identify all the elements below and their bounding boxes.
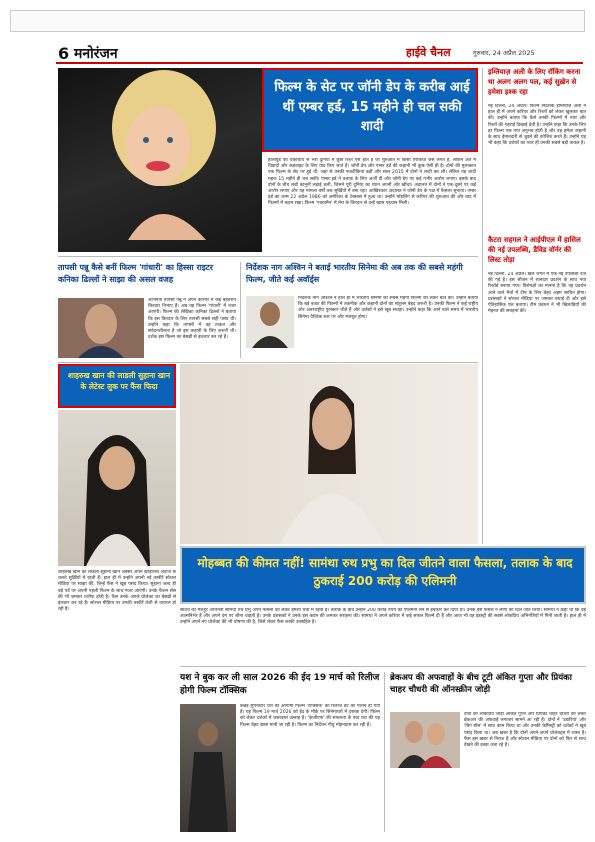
samantha-headline-box: [180, 546, 586, 604]
side-top-body: नई दिल्ली, 24 अप्रैल। फिल्म निर्देशक इम्तियाज़ अली ने हाल ही में अपने करियर और रिश्तों को लेकर खुलकर बात की। उन्होंने बताया कि कैसे उनकी फिल्मों में प्यार और रिश्तों की गहराई दिखाई देती है। उन्होंने कहा कि उनके लिए हर फिल्म एक नया अनुभव होती है और वह हमेशा कहानी के साथ ईमानदारी से जुड़ने की कोशिश करते हैं। उन्होंने यह भी कहा कि दर्शकों का प्यार ही उनकी सबसे बड़ी ताकत है।: [488, 104, 586, 147]
page-header: [0, 42, 595, 64]
brand-logo: हाईवे चैनल: [406, 46, 451, 59]
row-divider-2: [58, 362, 478, 363]
side-top-headline: इम्तियाज़ अली के लिए रॉकिंग करना था अलग अलग पल, कई सुख़ेन से हमेशा इश्क रहा: [488, 68, 581, 96]
right-divider: [482, 68, 483, 544]
lead-headline-box: [262, 68, 478, 152]
samantha-photo: [180, 364, 478, 544]
page-number: 6: [58, 44, 70, 63]
couple-photo: [390, 712, 460, 768]
issue-date: गुरुवार, 24 अप्रैल 2025: [473, 49, 535, 57]
breakup-headline: ब्रेकअप की अफवाहों के बीच टूटी अंकित गुप्ता और प्रियंका चाहर चौधरी की ऑनस्क्रीन जोड़ी: [390, 673, 572, 696]
tapsee-photo: [58, 298, 144, 358]
shahrukh-headline: शाहरुख खान की लाडली सुहाना खान के लेटेस्ट लुक पर फैंस फिदा: [67, 371, 171, 392]
top-bar: [10, 10, 585, 32]
samantha-headline: मोहब्बत की कीमत नहीं! सामंथा रुथ प्रभु का दिल जीतने वाला फैसला, तलाक के बाद ठुकराई 200 करोड़ की एलिमनी: [197, 556, 573, 588]
lead-headline: फिल्म के सेट पर जॉनी डेप के करीब आई थीं एम्बर हर्ड, 15 महीने ही चल सकी शादी: [274, 80, 470, 134]
tapsee-headline: तापसी पन्नू कैसे बनीं फिल्म 'गांधारी' का हिस्सा राइटर कनिका ढिल्लों ने साझा की असल वजह: [58, 263, 214, 284]
shahrukh-headline-box: [58, 364, 176, 408]
samantha-body: साउथ की मशहूर अभिनेत्री सामंथा रुथ प्रभु अपने फैसलों को लेकर हमेशा चर्चा में रहती हैं। तलाक के बाद उन्होंने 200 करोड़ रुपये की एलिमनी लेने से इनकार कर दिया था। उनके इस फैसले ने लोगों का दिल जीत लिया। सामंथा ने कहा था कि वह आत्मनिर्भर हैं और अपने दम पर जीना चाहती हैं। उनके प्रशंसकों ने उनके इस कदम की जमकर सराहना की। सामंथा ने अपने करियर में कई सफल फिल्में दी हैं और आज भी वह इंडस्ट्री की सबसे लोकप्रिय अभिनेत्रियों में गिनी जाती हैं। हाल ही में उन्होंने अपने नए प्रोजेक्ट की भी घोषणा की है, जिसे लेकर फैंस काफी उत्साहित हैं।: [180, 608, 586, 626]
amber-photo: [58, 68, 262, 252]
row-divider-3: [180, 666, 586, 667]
yash-headline: यश ने बुक कर ली साल 2026 की ईद 19 मार्च को रिलीज होगी फिल्म टॉक्सिक: [180, 673, 380, 697]
col-divider-1: [240, 262, 241, 358]
director-headline: निर्देशक नाग अश्विन ने बताई भारतीय सिनेमा की अब तक की सबसे महंगी फिल्म, जीते कई अवॉर्ड्स: [246, 263, 463, 284]
col-divider-2: [384, 672, 385, 832]
tapsee-body: अभिनेत्री तापसी पन्नू ने अपने करियर में कई बेहतरीन किरदार निभाए हैं। अब वह फिल्म 'गांधारी' में नजर आएंगी। फिल्म की लेखिका कनिका ढिल्लों ने बताया कि इस किरदार के लिए तापसी सबसे सही पसंद थीं। उन्होंने कहा कि तापसी में वह ताकत और संवेदनशीलता है जो इस कहानी के लिए जरूरी थी। दर्शक इस फिल्म का बेसब्री से इंतजार कर रहे हैं।: [148, 298, 236, 341]
breakup-body: टीवी की लोकप्रिय जोड़ी अंकित गुप्ता और प्रियंका चाहर चौधरी को लेकर ब्रेकअप की अफवाहें लगातार सामने आ रही हैं। दोनों ने 'उडारियां' और 'बिग बॉस' में साथ काम किया था और उनकी केमिस्ट्री को दर्शकों ने खूब पसंद किया था। अब खबर है कि दोनों अपने-अपने प्रोजेक्ट्स में व्यस्त हैं। फैंस इस खबर से निराश हैं और सोशल मीडिया पर दोनों को फिर से साथ देखने की इच्छा जता रहे हैं।: [464, 712, 586, 748]
yash-body: कन्नड़ सुपरस्टार यश की आगामी फिल्म 'टॉक्सिक' की रिलीज डेट का ऐलान हो गया है। यह फिल्म 19 मार्च 2026 को ईद के मौके पर सिनेमाघरों में दस्तक देगी। फिल्म को लेकर दर्शकों में जबरदस्त उत्साह है। 'केजीएफ' की सफलता के बाद यश की यह फिल्म बेहद खास मानी जा रही है। फिल्म का निर्देशन गीतू मोहनदास कर रही हैं।: [240, 704, 380, 728]
side-mid-body: नई दिल्ली, 24 अप्रैल। खेल जगत में एक नई उपलब्धि दर्ज की गई है। इस सीजन में शानदार प्रदर्शन के साथ नया रिकॉर्ड बनाया गया। विशेषज्ञों का मानना है कि यह प्रदर्शन आने वाले मैचों में टीम के लिए बेहद अहम साबित होगा। प्रशंसकों ने सोशल मीडिया पर जमकर बधाई दी और इसे ऐतिहासिक पल बताया। टीम प्रबंधन ने भी खिलाड़ियों की मेहनत की सराहना की।: [488, 272, 586, 315]
side-mid-headline: कैटरा सहगल ने आईपीएल में हासिल की नई उपलब्धि, डैविड वॉर्नर की लिस्ट तोड़ा: [488, 236, 581, 264]
suhana-photo: [58, 410, 176, 566]
director-photo: [246, 296, 294, 348]
section-title: मनोरंजन: [74, 46, 118, 62]
lead-body: हॉलीवुड की चकाचौंध से भरी दुनिया में कुछ रिश्ते ऐसे होते हैं जो शुरुआत में किसी परीकथा जैसे लगते हैं, लेकिन अंत में विवादों और कड़वाहट के लिए याद किए जाते हैं। जॉनी डेप और एम्बर हर्ड की कहानी भी कुछ ऐसी ही है। दोनों की मुलाकात एक फिल्म के सेट पर हुई थी, जहां से उनकी नजदीकियां बढ़ीं और साल 2015 में दोनों ने शादी कर ली। लेकिन यह शादी महज 15 महीने ही चल सकी। एम्बर हर्ड ने तलाक के लिए अर्जी दी और जॉनी डेप पर कई गंभीर आरोप लगाए। इसके बाद दोनों के बीच लंबी कानूनी लड़ाई चली, जिसने पूरी दुनिया का ध्यान अपनी ओर खींचा। अदालत में दोनों ने एक-दूसरे पर कई आरोप लगाए और यह मामला वर्षों तक सुर्खियों में बना रहा। आखिरकार अदालत ने जॉनी डेप के पक्ष में फैसला सुनाया। एम्बर हर्ड का जन्म 22 अप्रैल 1986 को अमेरिका के टेक्सास में हुआ था। उन्होंने मॉडलिंग से करियर की शुरुआत की और बाद में फिल्मों में कदम रखा। फिल्म 'एक्वामैन' में मेरा के किरदार से उन्हें खास पहचान मिली।: [268, 158, 476, 207]
header-rule: [56, 62, 583, 64]
shahrukh-body: शाहरुख खान की लाडली सुहाना खान अक्सर अपने स्टाइलिश अंदाज के चलते सुर्खियों में रहती हैं। हाल ही में उन्होंने अपनी नई तस्वीरें सोशल मीडिया पर साझा कीं, जिन्हें फैंस ने खूब पसंद किया। सुहाना जल्द ही बड़े पर्दे पर अपनी पहली फिल्म के साथ नजर आएंगी। उनके फैशन सेंस की भी जमकर तारीफ होती है। फैंस उनके अगले प्रोजेक्ट का बेसब्री से इंतजार कर रहे हैं। सोशल मीडिया पर उनकी तस्वीरें तेजी से वायरल हो रही हैं।: [58, 570, 176, 613]
row-divider-1: [58, 256, 478, 257]
yash-photo: [180, 704, 236, 832]
director-body: निर्देशक नाग अश्विन ने हाल ही में भारतीय सिनेमा की सबसे महंगी फिल्मों को लेकर बात की। उन्होंने बताया कि बड़े बजट की फिल्मों में तकनीक और कहानी दोनों का संतुलन बेहद जरूरी है। उनकी फिल्म ने कई राष्ट्रीय और अंतरराष्ट्रीय पुरस्कार जीते हैं और दर्शकों ने इसे खूब सराहा। उन्होंने कहा कि आने वाले समय में भारतीय सिनेमा वैश्विक स्तर पर और मजबूत होगा।: [298, 296, 478, 320]
